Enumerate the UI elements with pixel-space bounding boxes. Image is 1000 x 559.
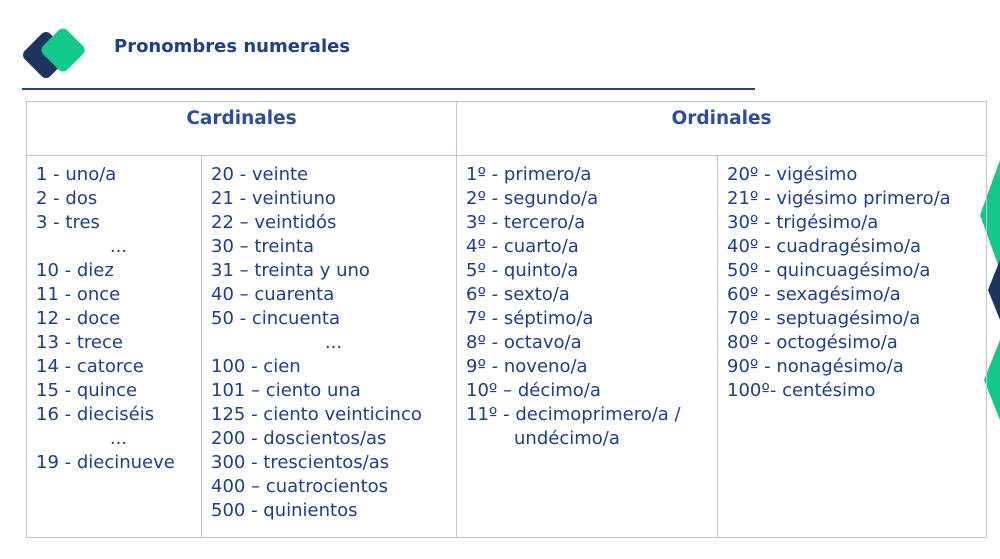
header-cardinales: Cardinales xyxy=(27,102,457,156)
list-item: 8º - octavo/a xyxy=(466,332,582,353)
list-item: 19 - diecinueve xyxy=(36,452,175,473)
list-item: 40º - cuadragésimo/a xyxy=(727,236,922,257)
list-item: 21º - vigésimo primero/a xyxy=(727,188,951,209)
list-item: 3 - tres xyxy=(36,212,100,233)
list-item: 22 – veintidós xyxy=(211,212,337,233)
list-item: 101 – ciento una xyxy=(211,380,361,401)
header-ordinales: Ordinales xyxy=(457,102,987,156)
list-item: 31 – treinta y uno xyxy=(211,260,370,281)
list-item: 11 - once xyxy=(36,284,121,305)
cardinales-column-1 xyxy=(27,156,202,538)
ordinales-column-1 xyxy=(457,156,718,538)
list-item: 15 - quince xyxy=(36,380,138,401)
list-item: 11º - decimoprimero/a / xyxy=(466,404,681,425)
list-item: 3º - tercero/a xyxy=(466,212,586,233)
list-item: 70º - septuagésimo/a xyxy=(727,308,921,329)
list-item: 21 - veintiuno xyxy=(211,188,336,209)
list-item: 2º - segundo/a xyxy=(466,188,599,209)
list-item: ... xyxy=(324,332,343,353)
logo-diamond-icon xyxy=(18,24,92,82)
list-item: 200 - doscientos/as xyxy=(211,428,387,449)
list-item: 50º - quincuagésimo/a xyxy=(727,260,931,281)
list-item: 16 - dieciséis xyxy=(36,404,155,425)
list-item: 100 - cien xyxy=(211,356,301,377)
list-item: 14 - catorce xyxy=(36,356,144,377)
list-item: 5º - quinto/a xyxy=(466,260,579,281)
list-item: 20 - veinte xyxy=(211,164,309,185)
ordinales-column-2 xyxy=(718,156,987,538)
list-item: 80º - octogésimo/a xyxy=(727,332,898,353)
list-item: 100º- centésimo xyxy=(727,380,876,401)
list-item: 125 - ciento veinticinco xyxy=(211,404,422,425)
list-item: 10º – décimo/a xyxy=(466,380,601,401)
list-item: 30 – treinta xyxy=(211,236,314,257)
numerals-table xyxy=(26,101,987,538)
list-item: 10 - diez xyxy=(36,260,114,281)
list-item: 1 - uno/a xyxy=(36,164,117,185)
list-item: ... xyxy=(109,428,128,449)
list-item: 20º - vigésimo xyxy=(727,164,858,185)
list-item: 30º - trigésimo/a xyxy=(727,212,879,233)
list-item: 60º - sexagésimo/a xyxy=(727,284,901,305)
cardinales-column-2 xyxy=(202,156,457,538)
list-item: 7º - séptimo/a xyxy=(466,308,594,329)
list-item: 300 - trescientos/as xyxy=(211,452,390,473)
list-item: 40 – cuarenta xyxy=(211,284,335,305)
list-item: ... xyxy=(109,236,128,257)
title-divider xyxy=(22,88,755,90)
list-item: 50 - cincuenta xyxy=(211,308,341,329)
list-item: 12 - doce xyxy=(36,308,121,329)
list-item: 13 - trece xyxy=(36,332,123,353)
list-item: 90º - nonagésimo/a xyxy=(727,356,904,377)
page-title: Pronombres numerales xyxy=(114,36,351,57)
list-item: undécimo/a xyxy=(514,428,620,449)
list-item: 6º - sexto/a xyxy=(466,284,570,305)
list-item: 2 - dos xyxy=(36,188,98,209)
list-item: 9º - noveno/a xyxy=(466,356,588,377)
list-item: 4º - cuarto/a xyxy=(466,236,579,257)
list-item: 1º - primero/a xyxy=(466,164,592,185)
list-item: 500 - quinientos xyxy=(211,500,358,521)
list-item: 400 – cuatrocientos xyxy=(211,476,389,497)
